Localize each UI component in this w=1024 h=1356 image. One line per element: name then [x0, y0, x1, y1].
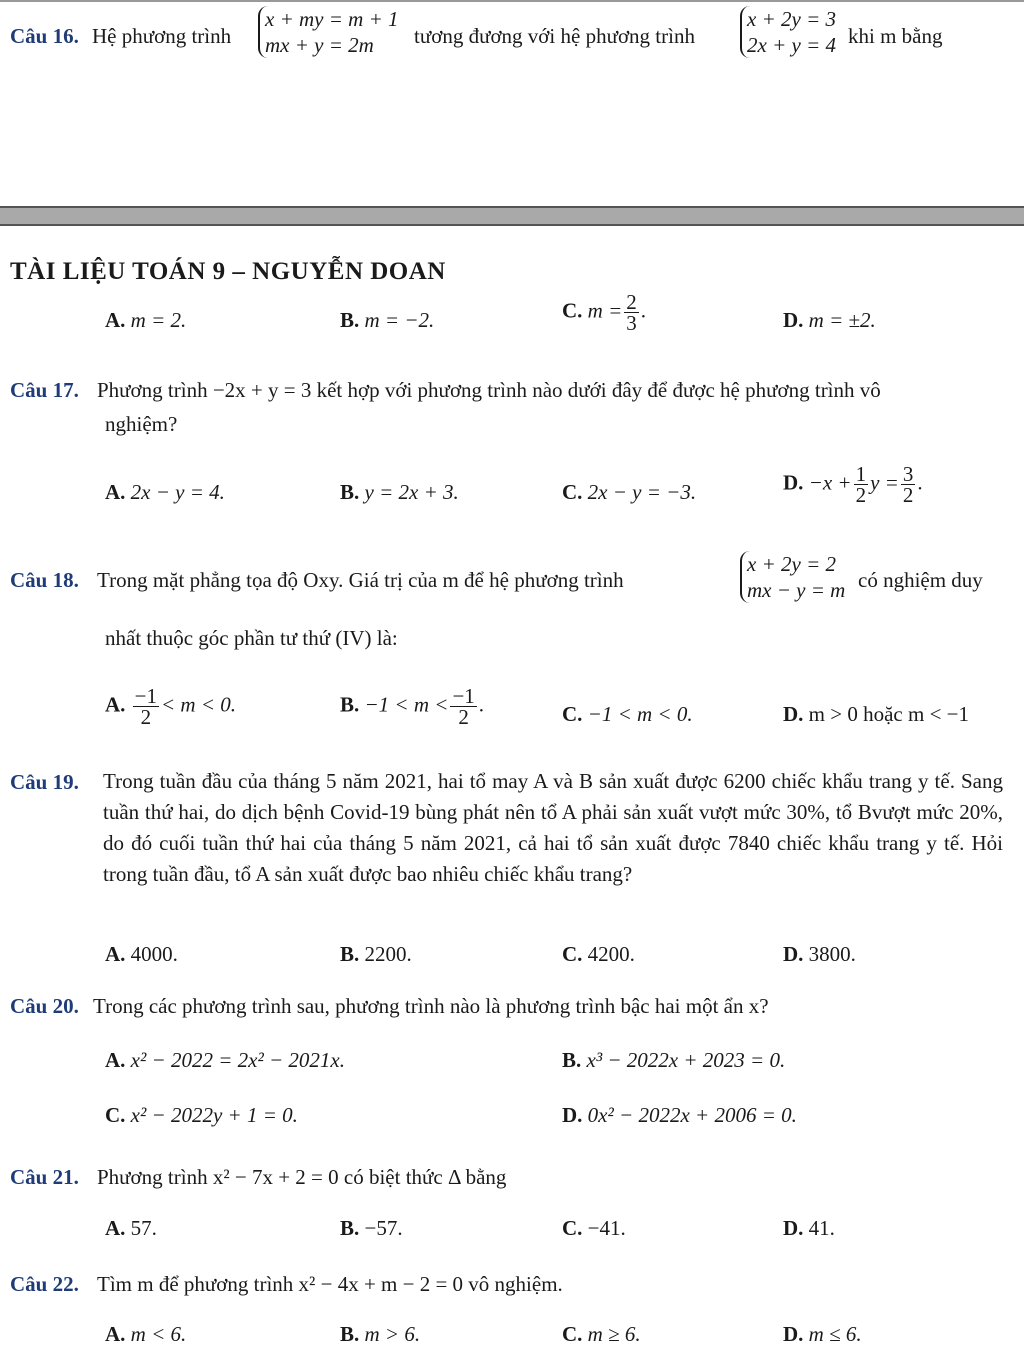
equation-line: 2x + y = 4 — [747, 33, 836, 57]
question-text: Trong các phương trình sau, phương trình nào là phương trình bậc hai một ẩn x? — [93, 994, 769, 1018]
option-c: C. −41. — [562, 1216, 626, 1240]
question-label: Câu 20. — [10, 994, 79, 1018]
top-rule — [0, 0, 1024, 2]
equation-system-2 — [740, 6, 836, 58]
question-text-2: có nghiệm duy — [858, 568, 983, 592]
equation-line: x + 2y = 3 — [747, 7, 836, 31]
option-c: C. x² − 2022y + 1 = 0. — [105, 1103, 298, 1127]
equation-system — [740, 551, 845, 603]
equation-line: mx − y = m — [747, 578, 846, 602]
question-text: Phương trình −2x + y = 3 kết hợp với phương trình nào dưới đây để được hệ phương trình vô — [97, 378, 881, 402]
equation-line: x + my = m + 1 — [265, 7, 399, 31]
option-d: D. 3800. — [783, 942, 856, 966]
option-d: D. m > 0 hoặc m < −1 — [783, 702, 970, 726]
question-text-2: tương đương với hệ phương trình — [414, 24, 695, 48]
question-text: Trong tuần đầu của tháng 5 năm 2021, hai tổ may A và B sản xuất được 6200 chiếc khẩu trang y tế. Sang tuần thứ hai, do dịch bệnh Covid-19 bùng phát nên tổ A phải sản xuất vượt mức 30%, tổ Bvượt mức 20%, do đó cuối tuần thứ hai của tháng 5 năm 2021, cả hai tổ sản xuất được 7840 chiếc khẩu trang y tế. Hỏi trong tuần đầu, tổ A sản xuất được bao nhiêu chiếc khẩu trang? — [103, 769, 1003, 886]
option-a: A. x² − 2022 = 2x² − 2021x. — [105, 1048, 345, 1072]
option-a: A. 4000. — [105, 942, 178, 966]
question-text: Tìm m để phương trình x² − 4x + m − 2 = 0 vô nghiệm. — [97, 1272, 563, 1296]
option-c: C. m = $\frac{2}{3}$ . — [562, 290, 647, 335]
document-header: TÀI LIỆU TOÁN 9 – NGUYỄN DOAN — [10, 258, 446, 285]
question-text-3: khi m bằng — [848, 24, 943, 48]
question-text-2: nghiệm? — [105, 412, 178, 436]
option-a: A. m < 6. — [105, 1322, 187, 1346]
question-text: Hệ phương trình — [92, 24, 232, 48]
question-label: Câu 17. — [10, 378, 79, 402]
option-a: A. m = 2. — [105, 308, 187, 332]
option-d: D. m ≤ 6. — [783, 1322, 862, 1346]
equation-line: mx + y = 2m — [265, 33, 374, 57]
option-b: B. −1 < m < $\frac{-1}{2}$ . — [340, 684, 485, 729]
option-a: A. 57. — [105, 1216, 157, 1240]
question-label: Câu 22. — [10, 1272, 79, 1296]
option-b: B. m > 6. — [340, 1322, 421, 1346]
option-a: A. 2x − y = 4. — [105, 480, 225, 504]
option-b: B. m = −2. — [340, 308, 435, 332]
question-text: Phương trình x² − 7x + 2 = 0 có biệt thức Δ bằng — [97, 1165, 507, 1189]
question-label: Câu 16. — [10, 24, 79, 48]
option-c: C. m ≥ 6. — [562, 1322, 641, 1346]
option-b: B. y = 2x + 3. — [340, 480, 459, 504]
option-d: D. −x + $\frac{1}{2}$ y = $\frac{3}{2}$ . — [783, 462, 923, 507]
option-b: B. 2200. — [340, 942, 412, 966]
option-c: C. −1 < m < 0. — [562, 702, 693, 726]
option-c: C. 2x − y = −3. — [562, 480, 697, 504]
option-a: A. $\frac{-1}{2}$ < m < 0. — [105, 684, 237, 729]
option-b: B. −57. — [340, 1216, 403, 1240]
question-label: Câu 18. — [10, 568, 79, 592]
option-d: D. 0x² − 2022x + 2006 = 0. — [562, 1103, 797, 1127]
option-c: C. 4200. — [562, 942, 635, 966]
equation-line: x + 2y = 2 — [747, 552, 836, 576]
page-separator — [0, 206, 1024, 226]
option-d: D. m = ±2. — [783, 308, 876, 332]
equation-system-1 — [258, 6, 399, 58]
question-text: Trong mặt phẳng tọa độ Oxy. Giá trị của m để hệ phương trình — [97, 568, 624, 592]
option-d: D. 41. — [783, 1216, 835, 1240]
question-text-3: nhất thuộc góc phần tư thứ (IV) là: — [105, 626, 398, 650]
question-label: Câu 19. — [10, 770, 79, 794]
question-label: Câu 21. — [10, 1165, 79, 1189]
option-b: B. x³ − 2022x + 2023 = 0. — [562, 1048, 786, 1072]
